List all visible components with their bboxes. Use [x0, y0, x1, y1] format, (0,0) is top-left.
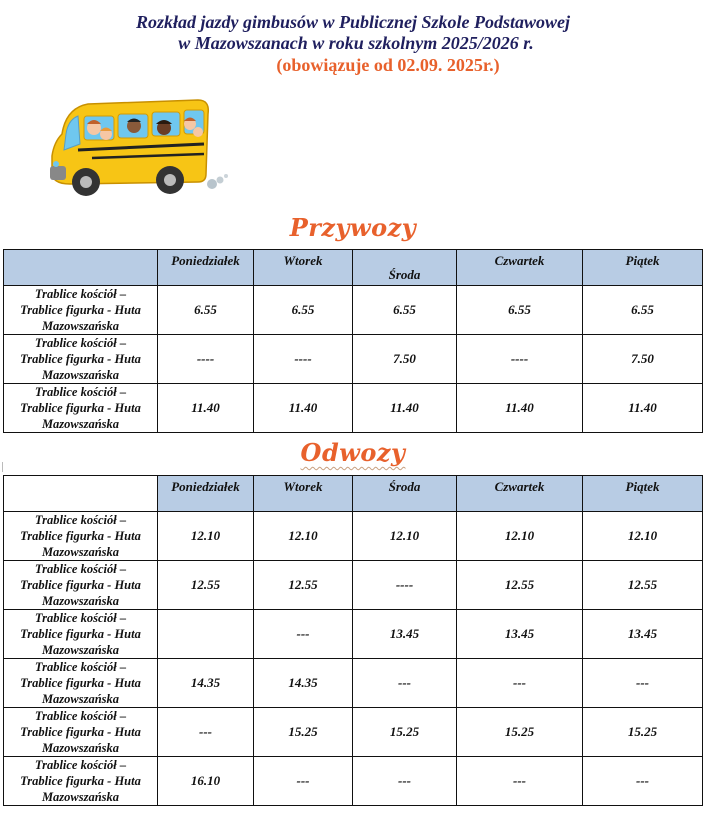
schedule-row [4, 610, 703, 659]
przywozy-heading-text: Przywozy [289, 213, 417, 242]
route-line: Trablice kościół – [34, 709, 127, 723]
route-line: Trablice figurka - Huta [20, 352, 141, 366]
przywozy-table [3, 249, 703, 433]
time-cell: ---- [457, 335, 583, 384]
header-day-wednesday: Środa [353, 250, 457, 286]
time-cell: ---- [254, 335, 353, 384]
time-cell: 12.10 [583, 512, 703, 561]
schedule-row [4, 659, 703, 708]
route-line: Trablice figurka - Huta [20, 725, 141, 739]
route-line: Mazowszańska [41, 319, 120, 333]
time-cell: --- [457, 659, 583, 708]
header-route-cell [4, 250, 158, 286]
header-day-tuesday: Wtorek [254, 250, 353, 286]
odwozy-table [3, 475, 703, 806]
route-line: Trablice kościół – [34, 385, 127, 399]
time-cell: 11.40 [254, 384, 353, 433]
route-line: Trablice figurka - Huta [20, 303, 141, 317]
schedule-row [4, 512, 703, 561]
odwozy-header-row [4, 476, 703, 512]
header-day-monday: Poniedziałek [158, 250, 254, 286]
header-day-friday: Piątek [583, 476, 703, 512]
header-day-thursday: Czwartek [457, 476, 583, 512]
route-line: Trablice kościół – [34, 562, 127, 576]
time-cell: 11.40 [457, 384, 583, 433]
title-line-2: w Mazowszanach w roku szkolnym 2025/2026 r. [178, 33, 534, 53]
route-line: Trablice figurka - Huta [20, 627, 141, 641]
time-cell: --- [583, 659, 703, 708]
route-line: Trablice figurka - Huta [20, 774, 141, 788]
header-day-thursday: Czwartek [457, 250, 583, 286]
time-cell: 12.10 [353, 512, 457, 561]
schedule-row [4, 757, 703, 806]
time-cell: 7.50 [353, 335, 457, 384]
text-boundary-marker [2, 462, 3, 472]
time-cell: 6.55 [583, 286, 703, 335]
time-cell: --- [254, 757, 353, 806]
route-cell [4, 659, 158, 708]
header-day-wednesday: Środa [353, 476, 457, 512]
time-cell: 12.10 [254, 512, 353, 561]
przywozy-header-row [4, 250, 703, 286]
route-line: Trablice kościół – [34, 513, 127, 527]
time-cell: 6.55 [158, 286, 254, 335]
schedule-row [4, 335, 703, 384]
przywozy-heading [0, 213, 706, 242]
time-cell: 12.10 [158, 512, 254, 561]
time-cell: 7.50 [583, 335, 703, 384]
time-cell: 13.45 [353, 610, 457, 659]
time-cell: 12.55 [254, 561, 353, 610]
time-cell: --- [583, 757, 703, 806]
time-cell: 15.25 [583, 708, 703, 757]
time-cell: 14.35 [158, 659, 254, 708]
schedule-row [4, 384, 703, 433]
time-cell: --- [353, 659, 457, 708]
time-cell: 13.45 [457, 610, 583, 659]
time-cell: --- [353, 757, 457, 806]
schedule-row [4, 708, 703, 757]
route-cell [4, 335, 158, 384]
route-line: Trablice figurka - Huta [20, 578, 141, 592]
route-line: Trablice figurka - Huta [20, 529, 141, 543]
route-line: Mazowszańska [41, 545, 120, 559]
route-line: Mazowszańska [41, 417, 120, 431]
route-line: Trablice kościół – [34, 758, 127, 772]
header-day-friday: Piątek [583, 250, 703, 286]
header-day-monday: Poniedziałek [158, 476, 254, 512]
route-cell [4, 512, 158, 561]
time-cell: 16.10 [158, 757, 254, 806]
odwozy-heading-text: Odwozy [300, 438, 406, 467]
route-line: Mazowszańska [41, 368, 120, 382]
route-line: Mazowszańska [41, 643, 120, 657]
route-line: Mazowszańska [41, 741, 120, 755]
title-line-1: Rozkład jazdy gimbusów w Publicznej Szkole Podstawowej [135, 12, 571, 32]
route-line: Trablice figurka - Huta [20, 401, 141, 415]
time-cell: 6.55 [254, 286, 353, 335]
school-bus-icon [48, 94, 230, 198]
odwozy-heading [0, 438, 706, 467]
time-cell: 12.55 [583, 561, 703, 610]
route-cell [4, 561, 158, 610]
schedule-row [4, 561, 703, 610]
time-cell: 11.40 [158, 384, 254, 433]
route-line: Trablice kościół – [34, 611, 127, 625]
time-cell: 15.25 [457, 708, 583, 757]
route-line: Mazowszańska [41, 594, 120, 608]
route-line: Trablice figurka - Huta [20, 676, 141, 690]
route-line: Trablice kościół – [34, 287, 127, 301]
time-cell: 15.25 [254, 708, 353, 757]
route-line: Trablice kościół – [34, 660, 127, 674]
document-header [0, 12, 706, 76]
time-cell: 6.55 [353, 286, 457, 335]
time-cell: --- [254, 610, 353, 659]
route-cell [4, 286, 158, 335]
time-cell: 11.40 [583, 384, 703, 433]
route-cell [4, 757, 158, 806]
time-cell: 11.40 [353, 384, 457, 433]
header-day-tuesday: Wtorek [254, 476, 353, 512]
time-cell: 13.45 [583, 610, 703, 659]
route-line: Mazowszańska [41, 790, 120, 804]
route-line: Trablice kościół – [34, 336, 127, 350]
time-cell: --- [457, 757, 583, 806]
route-cell [4, 384, 158, 433]
validity-subtitle: (obowiązuje od 02.09. 2025r.) [276, 55, 500, 75]
time-cell: --- [158, 708, 254, 757]
header-route-cell [4, 476, 158, 512]
time-cell: 12.55 [158, 561, 254, 610]
schedule-row [4, 286, 703, 335]
time-cell: 15.25 [353, 708, 457, 757]
time-cell [158, 610, 254, 659]
time-cell: 12.55 [457, 561, 583, 610]
time-cell: ---- [353, 561, 457, 610]
route-cell [4, 610, 158, 659]
time-cell: 6.55 [457, 286, 583, 335]
time-cell: 14.35 [254, 659, 353, 708]
route-cell [4, 708, 158, 757]
time-cell: 12.10 [457, 512, 583, 561]
time-cell: ---- [158, 335, 254, 384]
route-line: Mazowszańska [41, 692, 120, 706]
